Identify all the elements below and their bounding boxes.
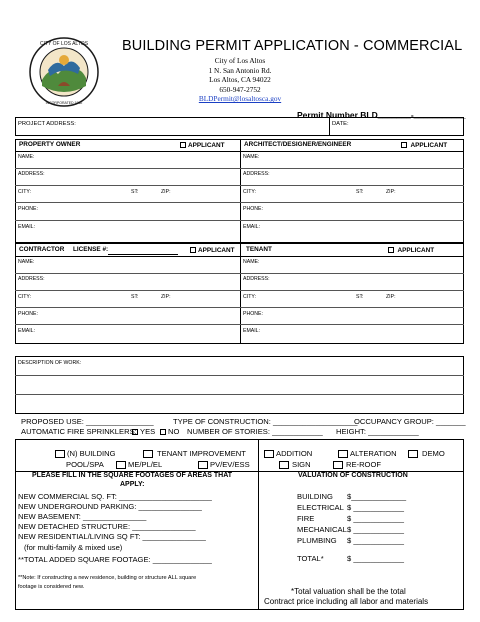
project-address-label: PROJECT ADDRESS:: [18, 121, 76, 127]
license-input-line[interactable]: [108, 254, 178, 255]
architect-applicant-checkbox[interactable]: APPLICANT: [401, 142, 447, 150]
valuation-total-field[interactable]: $ ____________: [347, 554, 405, 563]
reroof-label: RE-ROOF: [346, 460, 382, 469]
alteration-label: ALTERATION: [350, 449, 397, 458]
tenant-st-field[interactable]: ST:: [356, 294, 364, 300]
total-added-sqft-field[interactable]: **TOTAL ADDED SQUARE FOOTAGE: ______________: [18, 555, 212, 564]
project-address-row: [15, 117, 464, 136]
sprinklers-label: AUTOMATIC FIRE SPRINKLERS:: [21, 427, 137, 436]
owner-phone-field[interactable]: PHONE:: [18, 206, 38, 212]
address-line: City of Los Altos: [214, 56, 266, 65]
valuation-fire-label: FIRE: [297, 514, 315, 523]
property-owner-header: PROPERTY OWNER: [19, 141, 81, 148]
tenant-improvement-checkbox[interactable]: [143, 450, 153, 458]
sprinklers-no-checkbox[interactable]: NO: [160, 427, 179, 436]
architect-st-field[interactable]: ST:: [356, 189, 364, 195]
tenant-name-field[interactable]: NAME:: [243, 259, 260, 265]
date-label: DATE:: [332, 121, 349, 127]
new-commercial-sqft-field[interactable]: NEW COMMERCIAL SQ. FT: ______________________: [18, 492, 212, 501]
new-underground-parking-field[interactable]: NEW UNDERGROUND PARKING: _______________: [18, 502, 202, 511]
footage-note-line-2: footage is considered new.: [18, 584, 85, 590]
tenant-applicant-checkbox[interactable]: APPLICANT: [388, 247, 434, 255]
architect-city-field[interactable]: CITY:: [243, 189, 256, 195]
city-seal-logo: [28, 36, 100, 108]
valuation-building-label: BUILDING: [297, 492, 333, 501]
tenant-email-field[interactable]: EMAIL:: [243, 328, 261, 334]
building-checkbox[interactable]: [55, 450, 65, 458]
svg-text:INCORPORATED 1952: INCORPORATED 1952: [45, 101, 83, 105]
tenant-address-field[interactable]: ADDRESS:: [243, 276, 270, 282]
email-link[interactable]: BLDPermit@losaltosca.gov: [198, 94, 282, 104]
form-title: BUILDING PERMIT APPLICATION - COMMERCIAL: [122, 38, 463, 54]
reroof-checkbox[interactable]: [333, 461, 343, 469]
owner-zip-field[interactable]: ZIP:: [161, 189, 171, 195]
construction-type-field[interactable]: TYPE OF CONSTRUCTION: ____________________: [173, 417, 358, 426]
footage-heading: PLEASE FILL IN THE SQUARE FOOTAGES OF AREAS THAT: [32, 472, 233, 479]
new-basement-field[interactable]: NEW BASEMENT: _______________: [18, 512, 147, 521]
alteration-checkbox[interactable]: [338, 450, 348, 458]
proposed-use-field[interactable]: PROPOSED USE: ________________: [21, 417, 154, 426]
owner-email-field[interactable]: EMAIL:: [18, 224, 36, 230]
valuation-building-field[interactable]: $_____________: [347, 492, 407, 501]
permit-number-label: Permit Number BLD_______-___________: [297, 110, 466, 120]
footage-heading-apply: APPLY:: [120, 481, 145, 488]
demo-label: DEMO: [422, 449, 445, 458]
occupancy-group-field[interactable]: OCCUPANCY GROUP: _______: [354, 417, 466, 426]
address-line: 1 N. San Antonio Rd.: [208, 65, 272, 75]
tenant-phone-field[interactable]: PHONE:: [243, 311, 263, 317]
valuation-plumbing-field[interactable]: $ ____________: [347, 536, 405, 545]
owner-name-field[interactable]: NAME:: [18, 154, 35, 160]
owner-st-field[interactable]: ST:: [131, 189, 139, 195]
me-pl-el-checkbox[interactable]: [116, 461, 126, 469]
contractor-zip-field[interactable]: ZIP:: [161, 294, 171, 300]
owner-applicant-checkbox[interactable]: APPLICANT: [180, 142, 225, 150]
valuation-total-label: TOTAL*: [297, 554, 324, 563]
svg-text:CITY OF LOS ALTOS: CITY OF LOS ALTOS: [39, 41, 89, 47]
contractor-email-field[interactable]: EMAIL:: [18, 328, 36, 334]
owner-address-field[interactable]: ADDRESS:: [18, 171, 45, 177]
multi-family-note: (for multi-family & mixed use): [24, 543, 123, 552]
architect-email-field[interactable]: EMAIL:: [243, 224, 261, 230]
contractor-name-field[interactable]: NAME:: [18, 259, 35, 265]
addition-label: ADDITION: [276, 449, 313, 458]
building-label: (N) BUILDING: [67, 449, 116, 458]
valuation-heading: VALUATION OF CONSTRUCTION: [298, 472, 408, 479]
architect-phone-field[interactable]: PHONE:: [243, 206, 263, 212]
contractor-header: CONTRACTOR: [19, 246, 65, 253]
license-label: LICENSE #:: [73, 246, 109, 253]
stories-field[interactable]: NUMBER OF STORIES: ____________: [187, 427, 323, 436]
address-line: Los Altos, CA 94022: [209, 75, 271, 85]
pool-spa-label: POOL/SPA: [66, 460, 104, 469]
owner-city-field[interactable]: CITY:: [18, 189, 31, 195]
valuation-plumbing-label: PLUMBING: [297, 536, 337, 545]
contractor-applicant-checkbox[interactable]: APPLICANT: [190, 247, 235, 255]
architect-header: ARCHITECT/DESIGNER/ENGINEER: [244, 141, 352, 148]
pv-ev-ess-checkbox[interactable]: [198, 461, 208, 469]
tenant-improvement-label: TENANT IMPROVEMENT: [157, 449, 246, 458]
tenant-city-field[interactable]: CITY:: [243, 294, 256, 300]
pv-ev-ess-label: PV/EV/ESS: [210, 460, 250, 469]
sign-label: SIGN: [292, 460, 311, 469]
sprinklers-yes-checkbox[interactable]: YES: [132, 427, 155, 436]
architect-zip-field[interactable]: ZIP:: [386, 189, 396, 195]
footage-note-line-1: **Note: If constructing a new residence, building or structure ALL square: [18, 575, 197, 581]
architect-name-field[interactable]: NAME:: [243, 154, 260, 160]
valuation-mechanical-field[interactable]: $ ____________: [347, 525, 405, 534]
demo-checkbox[interactable]: [408, 450, 418, 458]
contractor-phone-field[interactable]: PHONE:: [18, 311, 38, 317]
valuation-footnote-line-1: *Total valuation shall be the total: [291, 587, 406, 596]
valuation-electrical-label: ELECTRICAL: [297, 503, 344, 512]
new-residential-sqft-field[interactable]: NEW RESIDENTIAL/LIVING SQ FT: _______________: [18, 532, 206, 541]
city-address-block: [170, 56, 310, 104]
architect-address-field[interactable]: ADDRESS:: [243, 171, 270, 177]
tenant-zip-field[interactable]: ZIP:: [386, 294, 396, 300]
new-detached-structure-field[interactable]: NEW DETACHED STRUCTURE: _______________: [18, 522, 196, 531]
sign-checkbox[interactable]: [279, 461, 289, 469]
me-pl-el-label: ME/PL/EL: [128, 460, 163, 469]
addition-checkbox[interactable]: [264, 450, 274, 458]
tenant-header: TENANT: [246, 246, 272, 253]
valuation-mechanical-label: MECHANICAL: [297, 525, 347, 534]
valuation-fire-field[interactable]: $ ____________: [347, 514, 405, 523]
contractor-st-field[interactable]: ST:: [131, 294, 139, 300]
description-of-work-label: DESCRIPTION OF WORK:: [18, 360, 82, 366]
address-line: 650-947-2752: [219, 84, 261, 94]
height-field[interactable]: HEIGHT: ____________: [336, 427, 419, 436]
description-of-work-box[interactable]: [15, 356, 464, 414]
contractor-address-field[interactable]: ADDRESS:: [18, 276, 45, 282]
valuation-footnote-line-2: Contract price including all labor and materials: [264, 597, 429, 606]
valuation-electrical-field[interactable]: $ ____________: [347, 503, 405, 512]
contractor-city-field[interactable]: CITY:: [18, 294, 31, 300]
